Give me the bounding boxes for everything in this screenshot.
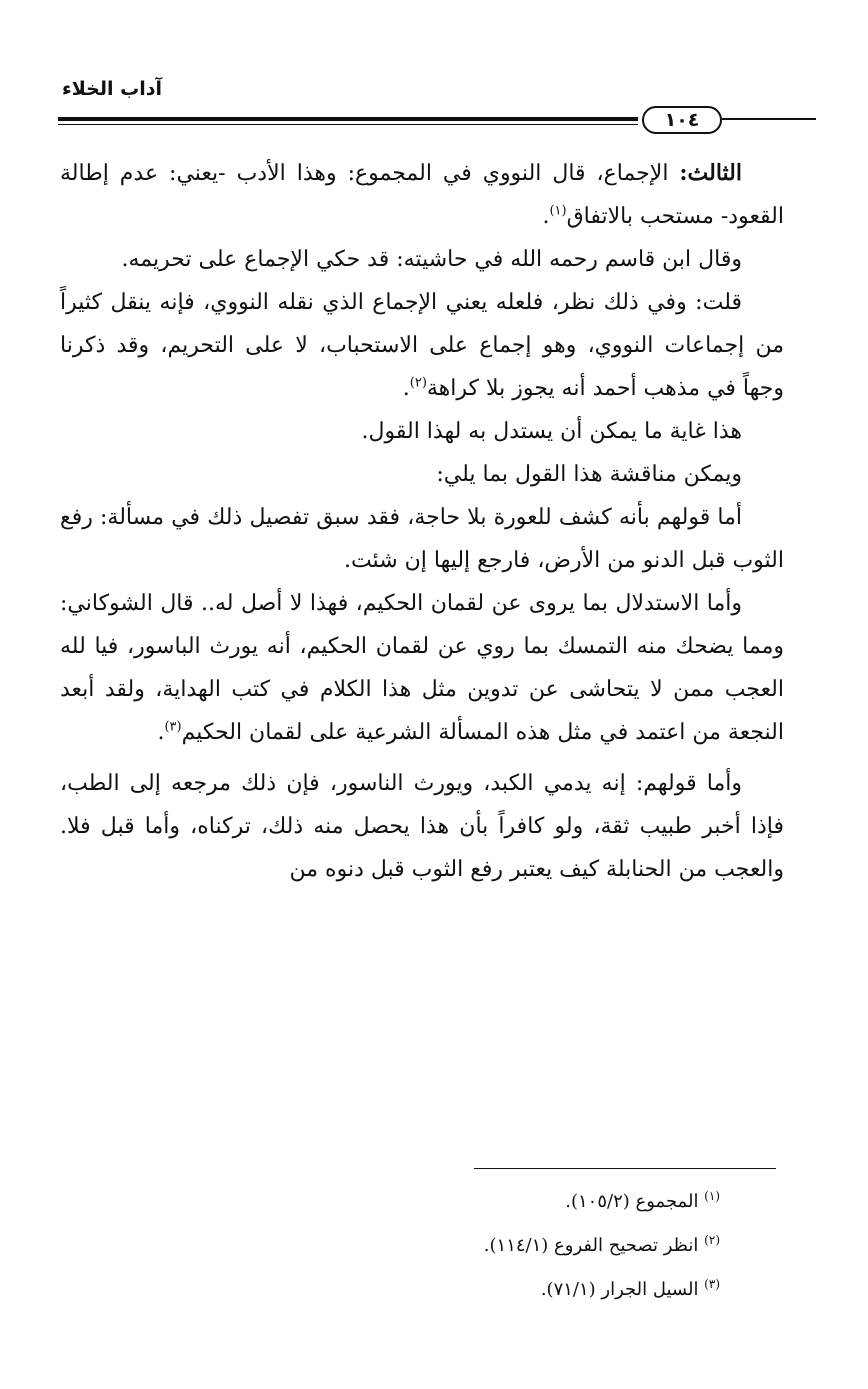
footnote-ref-2[interactable]: (٢) <box>409 375 427 391</box>
paragraph-8: وأما قولهم: إنه يدمي الكبد، ويورث الناسور، فإن ذلك مرجعه إلى الطب، فإذا أخبر طبيب ثقة، ولو كافراً بأن هذا يحصل منه ذلك، تركناه، وأما قبل فلا. والعجب من الحنابلة كيف يعتبر رفع الثوب قبل دنوه من <box>60 771 784 882</box>
paragraph-7 <box>60 582 784 754</box>
main-text <box>60 152 784 891</box>
paragraph-7-end: . <box>157 720 165 745</box>
paragraph-5: ويمكن مناقشة هذا القول بما يلي: <box>436 462 742 487</box>
footnote-separator <box>474 1168 776 1169</box>
footnote-2 <box>300 1224 720 1268</box>
paragraph-1 <box>60 152 784 238</box>
paragraph-3 <box>60 281 784 410</box>
footnote-marker: (٣) <box>704 1277 720 1291</box>
footnote-text: السيل الجرار (٧١/١). <box>540 1279 705 1300</box>
footnotes <box>300 1180 720 1312</box>
footnote-ref-3[interactable]: (٣) <box>164 719 182 735</box>
footnote-ref-1[interactable]: (١) <box>549 203 567 219</box>
footnote-marker: (١) <box>704 1189 720 1203</box>
footnote-1 <box>300 1180 720 1224</box>
page-number: ١٠٤ <box>664 108 700 131</box>
running-title: آداب الخلاء <box>62 78 162 100</box>
footnote-marker: (٢) <box>704 1233 720 1247</box>
paragraph-4: هذا غاية ما يمكن أن يستدل به لهذا القول. <box>361 419 742 444</box>
paragraph-6: أما قولهم بأنه كشف للعورة بلا حاجة، فقد سبق تفصيل ذلك في مسألة: رفع الثوب قبل الدنو من الأرض، فارجع إليها إن شئت. <box>60 505 784 573</box>
paragraph-lead-word: الثالث: <box>679 160 742 186</box>
paragraph-7-text: وأما الاستدلال بما يروى عن لقمان الحكيم، فهذا لا أصل له.. قال الشوكاني: ومما يضحك منه التمسك بما روي عن لقمان الحكيم، أنه يورث الباسور، فيا لله العجب ممن لا يتحاشى عن تدوين مثل هذا الكلام في كتب الهداية، ولقد أبعد النجعة من اعتمد في مثل هذه المسألة الشرعية على لقمان الحكيم <box>60 591 784 745</box>
footnote-text: انظر تصحيح الفروع (١١٤/١). <box>483 1235 705 1256</box>
footnote-3 <box>300 1268 720 1312</box>
paragraph-1-text: الإجماع، قال النووي في المجموع: وهذا الأدب -يعني: عدم إطالة القعود- مستحب بالاتفاق <box>60 161 784 229</box>
header-rule-thin <box>58 124 638 125</box>
footnote-text: المجموع (١٠٥/٢). <box>565 1191 705 1212</box>
paragraph-2: وقال ابن قاسم رحمه الله في حاشيته: قد حكي الإجماع على تحريمه. <box>121 247 742 272</box>
paragraph-1-end: . <box>542 204 550 229</box>
page-number-box <box>642 106 722 134</box>
paragraph-3-text: قلت: وفي ذلك نظر، فلعله يعني الإجماع الذي نقله النووي، فإنه ينقل كثيراً من إجماعات النووي، وهو إجماع على الاستحباب، لا على التحريم، وقد ذكرنا وجهاً في مذهب أحمد أنه يجوز بلا كراهة <box>60 290 784 401</box>
header-rule-right <box>722 118 816 120</box>
paragraph-3-end: . <box>402 376 410 401</box>
header-rule-thick <box>58 117 638 121</box>
